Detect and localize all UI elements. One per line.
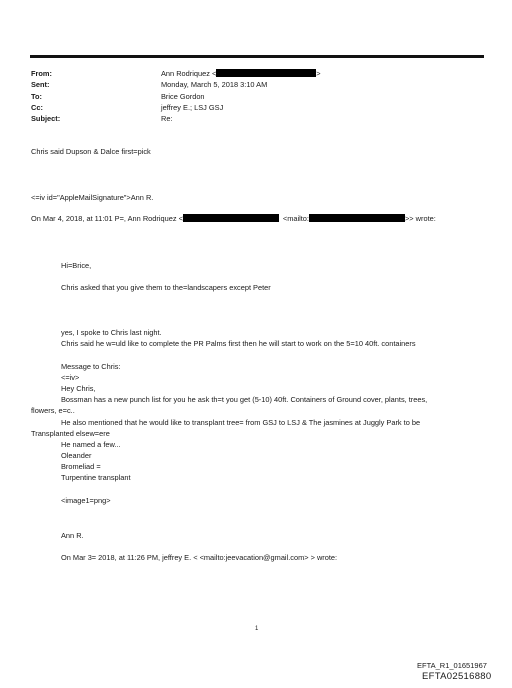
paragraph-2-line-1: yes, I spoke to Chris last night. [61, 328, 162, 337]
bates-number-2: EFTA02516880 [422, 671, 492, 682]
subject-value: Re: [161, 114, 173, 123]
cc-value: jeffrey E.; LSJ GSJ [161, 103, 224, 112]
from-value [161, 69, 321, 78]
cc-label: Cc: [31, 103, 43, 112]
quote-end: >> wrote: [404, 214, 436, 223]
header-rule [30, 55, 484, 58]
to-value: Brice Gordon [161, 92, 205, 101]
bates-number-1: EFTA_R1_01651967 [417, 661, 487, 670]
redaction-bar [216, 69, 316, 77]
image-tag: <image1=png> [61, 496, 111, 505]
quote-header-2: On Mar 3= 2018, at 11:26 PM, jeffrey E. < <mailto:jeevacation@gmail.com> > wrote: [61, 553, 338, 562]
page-number: 1 [255, 626, 259, 632]
redaction-bar [183, 214, 279, 222]
transplant-line-1: He also mentioned that he would like to transplant tree= from GSJ to LSJ & The jasmines at Juggly Park to be [61, 418, 421, 427]
bossman-line-1: Bossman has a new punch list for you he ask th=t you get (5-10) 40ft. Containers of Ground cover, plants, trees, [61, 395, 428, 404]
paragraph-1: Chris asked that you give them to the=landscapers except Peter [61, 283, 271, 292]
from-label: From: [31, 69, 52, 78]
to-label: To: [31, 92, 42, 101]
body-line-1: Chris said Dupson & Dalce first=pick [31, 147, 151, 156]
hey-line: Hey Chris, [61, 384, 96, 393]
plant-oleander: Oleander [61, 451, 92, 460]
iv-tag: <=iv> [61, 373, 80, 382]
from-end: > [316, 69, 321, 78]
from-name: Ann Rodriquez < [161, 69, 217, 78]
ann-signature: Ann R. [61, 531, 84, 540]
quote-start: On Mar 4, 2018, at 11:01 P=, Ann Rodriquez < [31, 214, 183, 223]
bossman-line-2: flowers, e=c.. [31, 406, 75, 415]
greeting: Hi=Brice, [61, 261, 92, 270]
named-line: He named a few... [61, 440, 121, 449]
plant-turpentine: Turpentine transplant [61, 473, 131, 482]
subject-label: Subject: [31, 114, 61, 123]
sent-label: Sent: [31, 80, 50, 89]
paragraph-2-line-2: Chris said he w=uld like to complete the PR Palms first then he will start to work on the 5=10 40ft. containers [61, 339, 416, 348]
signature-line: <=iv id="AppleMailSignature">Ann R. [31, 193, 154, 202]
message-label: Message to Chris: [61, 362, 121, 371]
transplant-line-2: Transplanted elsew=ere [31, 429, 110, 438]
sent-value: Monday, March 5, 2018 3:10 AM [161, 80, 268, 89]
redaction-bar [309, 214, 405, 222]
quote-header [31, 214, 436, 223]
quote-mailto: <mailto: [282, 214, 309, 223]
plant-bromeliad: Bromeliad = [61, 462, 101, 471]
